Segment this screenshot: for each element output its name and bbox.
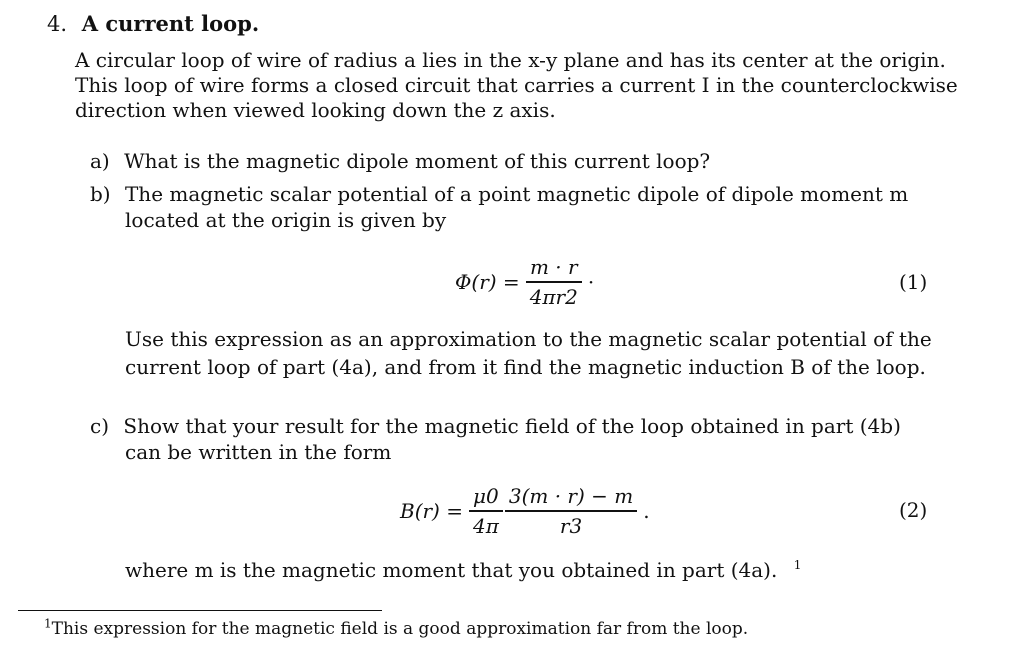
part-c-text-1: Show that your result for the magnetic field of the loop obtained in part (4b) xyxy=(123,414,901,438)
intro-line-3: direction when viewed looking down the z axis. xyxy=(75,98,556,122)
intro-line-1: A circular loop of wire of radius a lies in the x-y plane and has its center at the origin. xyxy=(75,48,946,72)
part-a-text: What is the magnetic dipole moment of this current loop? xyxy=(124,149,711,173)
equation-2-fraction-2 xyxy=(505,482,637,540)
equation-1-tail: · xyxy=(587,269,595,294)
equation-1-number: (1) xyxy=(899,270,928,294)
part-b-after-1: Use this expression as an approximation to the magnetic scalar potential of the xyxy=(125,327,932,351)
footnote-reference: 1 xyxy=(793,558,802,573)
part-a xyxy=(90,148,710,174)
part-c-label: c) xyxy=(90,414,110,438)
equation-1 xyxy=(455,253,594,311)
equation-2-tail: . xyxy=(643,498,650,523)
part-c-line-1 xyxy=(90,413,901,439)
problem-title: A current loop. xyxy=(81,11,260,36)
equation-2-lhs: B(r) = xyxy=(400,498,463,523)
part-c-line-2: can be written in the form xyxy=(125,440,392,464)
part-b-line-1 xyxy=(90,181,908,207)
equation-2-number: (2) xyxy=(899,498,928,522)
part-b-line-2: located at the origin is given by xyxy=(125,208,447,232)
part-b-after-2: current loop of part (4a), and from it find the magnetic induction B of the loop. xyxy=(125,355,926,379)
part-b-text-1: The magnetic scalar potential of a point magnetic dipole of dipole moment m xyxy=(124,182,909,206)
equation-1-fraction xyxy=(526,253,582,311)
equation-2-frac2-denominator: r3 xyxy=(559,513,583,538)
equation-2-frac1-denominator: 4π xyxy=(472,513,499,538)
equation-1-denominator: 4πr2 xyxy=(529,284,578,309)
part-c-after-text: where m is the magnetic moment that you obtained in part (4a). xyxy=(125,558,778,582)
equation-1-numerator: m · r xyxy=(529,255,578,279)
footnote-divider xyxy=(18,610,382,611)
part-b-label: b) xyxy=(90,182,111,206)
equation-1-lhs: Φ(r) = xyxy=(455,269,520,294)
equation-2-fraction-1 xyxy=(469,482,503,540)
problem-heading xyxy=(47,11,259,37)
equation-2-frac2-numerator: 3(m · r) − m xyxy=(508,484,634,508)
footnote-mark: 1 xyxy=(44,616,52,631)
intro-line-2: This loop of wire forms a closed circuit that carries a current I in the counterclockwise xyxy=(75,73,958,97)
part-a-label: a) xyxy=(90,149,110,173)
footnote xyxy=(44,618,748,640)
part-c-after xyxy=(125,557,801,583)
problem-number: 4. xyxy=(47,12,68,36)
equation-2-frac1-numerator: μ0 xyxy=(473,484,499,508)
equation-2 xyxy=(400,482,650,540)
footnote-text: This expression for the magnetic field is a good approximation far from the loop. xyxy=(51,619,749,639)
